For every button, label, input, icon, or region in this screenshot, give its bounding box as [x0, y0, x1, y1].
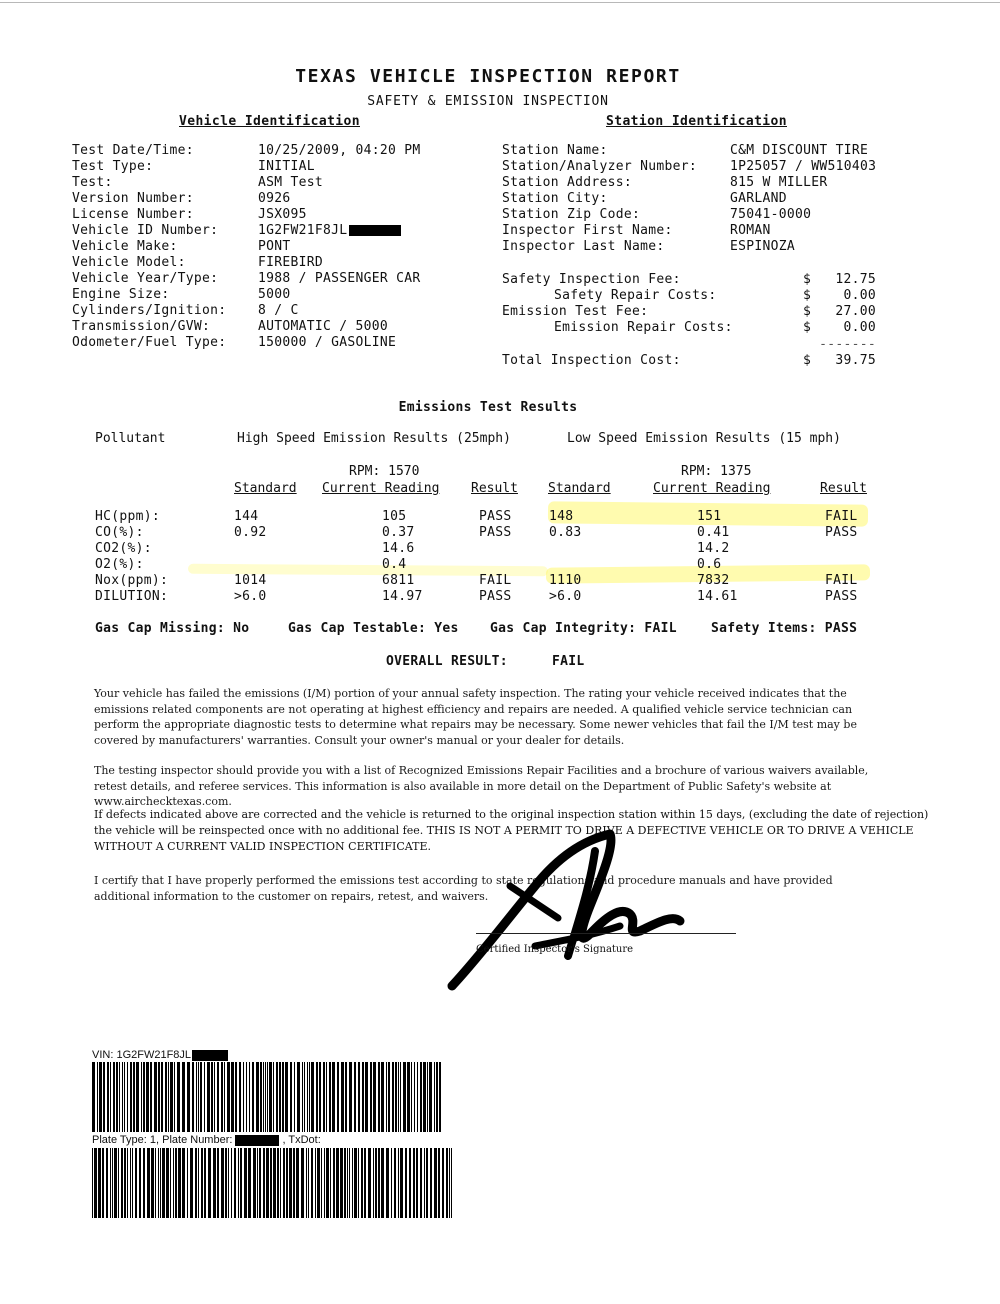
barcode-bar [358, 1148, 359, 1218]
barcode-bar [270, 1148, 272, 1218]
barcode-bar [332, 1062, 335, 1132]
barcode-bar [341, 1062, 344, 1132]
gas-cap-missing: Gas Cap Missing: No [95, 621, 250, 636]
barcode-bar [277, 1148, 279, 1218]
vehicle-row: Test Date/Time: 10/25/2009, 04:20 PM [72, 143, 421, 158]
barcode-bar [187, 1148, 188, 1218]
barcode-bar [388, 1062, 390, 1132]
barcode-bar [224, 1062, 225, 1132]
barcode-bar [308, 1148, 309, 1218]
barcode-bar [127, 1148, 128, 1218]
barcode-bar [427, 1062, 428, 1132]
vehicle-section-heading: Vehicle Identification [179, 114, 360, 129]
barcode-bar [411, 1062, 412, 1132]
barcode-bar [289, 1148, 292, 1218]
barcode-bar [238, 1148, 239, 1218]
barcode-bar [400, 1062, 401, 1132]
barcode-bar [228, 1148, 229, 1218]
barcode-bar [162, 1148, 165, 1218]
vehicle-row: Test: ASM Test [72, 175, 324, 190]
ls-result-header: Result [820, 481, 867, 496]
barcode-bar [279, 1062, 281, 1132]
barcode-bar [239, 1062, 241, 1132]
vehicle-row: Version Number: 0926 [72, 191, 291, 206]
barcode-bar [97, 1062, 98, 1132]
barcode-bar [386, 1062, 387, 1132]
barcode-bar [266, 1148, 269, 1218]
barcode-bar [413, 1148, 415, 1218]
barcode-bar [143, 1148, 145, 1218]
vehicle-row: Cylinders/Ignition: 8 / C [72, 303, 299, 318]
overall-result-label: OVERALL RESULT: [386, 654, 508, 669]
barcode-bar [256, 1062, 259, 1132]
barcode-bar [373, 1148, 374, 1218]
low-speed-rpm: RPM: 1375 [681, 464, 752, 479]
vehicle-row: Transmission/GVW: AUTOMATIC / 5000 [72, 319, 389, 334]
barcode-bar [423, 1062, 426, 1132]
barcode-bar [154, 1062, 157, 1132]
barcode-bar [352, 1148, 353, 1218]
barcode-bar [249, 1062, 250, 1132]
reinspection-line-3: WITHOUT A CURRENT VALID INSPECTION CERTIFICATE. [94, 840, 431, 853]
report-subtitle: SAFETY & EMISSION INSPECTION [367, 94, 609, 109]
barcode-bar [304, 1062, 305, 1132]
barcode-bar [136, 1062, 139, 1132]
barcode-bar [234, 1148, 236, 1218]
barcode-bar [273, 1062, 274, 1132]
barcode-bar [107, 1062, 109, 1132]
vehicle-row: Vehicle Make: PONT [72, 239, 291, 254]
barcode-bar [106, 1148, 108, 1218]
barcode-bar [276, 1062, 278, 1132]
barcode-bar [414, 1062, 415, 1132]
barcode-bar [94, 1148, 97, 1218]
barcode-bar [190, 1148, 193, 1218]
repair-facilities-paragraph: The testing inspector should provide you with a list of Recognized Emissions Repair Facilities and a brochure of various waivers available, retest details, and referee services. This information is also available in more detail on the Department of Public Safety's website at www.airchecktexas.com. [94, 764, 869, 808]
barcode-bar [451, 1148, 452, 1218]
emission-row-dilution: DILUTION: >6.0 14.97 PASS >6.0 14.61 PASS [95, 589, 858, 604]
barcode-bar [316, 1062, 318, 1132]
barcode-bar [273, 1148, 276, 1218]
barcode-bar [378, 1062, 380, 1132]
barcode-bar [407, 1062, 410, 1132]
station-row: Station Zip Code: 75041-0000 [502, 207, 812, 222]
barcode-bar [326, 1062, 327, 1132]
barcode-bar [182, 1148, 185, 1218]
station-row: Inspector First Name: ROMAN [502, 223, 771, 238]
barcode-bar [207, 1062, 210, 1132]
barcode-bar [174, 1062, 175, 1132]
barcode-bar [235, 1062, 237, 1132]
barcode-bar [127, 1062, 128, 1132]
station-row: Station/Analyzer Number: 1P25057 / WW510403 [502, 159, 877, 174]
barcode-bar [354, 1062, 356, 1132]
barcode-bar [403, 1062, 406, 1132]
barcode-bar [426, 1148, 428, 1218]
barcode-bar [319, 1062, 321, 1132]
barcode-bar [168, 1062, 169, 1132]
barcode-bar [139, 1148, 141, 1218]
barcode-bar [381, 1148, 384, 1218]
low-speed-header: Low Speed Emission Results (15 mph) [567, 431, 841, 446]
barcode-bar [333, 1148, 335, 1218]
barcode-bar [121, 1148, 123, 1218]
barcode-bar [248, 1148, 251, 1218]
barcode-bar [424, 1148, 425, 1218]
barcode-bar [365, 1062, 368, 1132]
pollutant-header: Pollutant [95, 431, 166, 446]
barcode-bar [263, 1062, 264, 1132]
inspector-signature-image [440, 826, 690, 996]
barcode-bar [329, 1062, 331, 1132]
barcode-bar [214, 1062, 215, 1132]
barcode-bar [92, 1148, 93, 1218]
barcode-bar [161, 1062, 163, 1132]
barcode-bar [221, 1062, 223, 1132]
barcode-bar [336, 1148, 339, 1218]
ls-standard-header: Standard [548, 481, 611, 496]
barcode-bar [165, 1062, 167, 1132]
barcode-bar [231, 1148, 232, 1218]
barcode-bar [158, 1062, 160, 1132]
barcode-bar [198, 1148, 199, 1218]
barcode-bar [349, 1062, 352, 1132]
barcode-bar [381, 1062, 384, 1132]
top-edge-line [0, 2, 1000, 3]
emissions-title: Emissions Test Results [398, 400, 578, 415]
hs-reading-header: Current Reading [322, 481, 440, 496]
barcode-bar [330, 1148, 331, 1218]
vehicle-row: Odometer/Fuel Type: 150000 / GASOLINE [72, 335, 397, 350]
plate-info-line: Plate Type: 1, Plate Number: , TxDot: [92, 1134, 321, 1146]
barcode-bar [225, 1148, 227, 1218]
barcode-bar [99, 1062, 102, 1132]
barcode-bar [170, 1148, 171, 1218]
barcode-bar [309, 1062, 310, 1132]
barcode-bar [244, 1148, 247, 1218]
barcode-bar [263, 1148, 265, 1218]
barcode-bar [326, 1148, 329, 1218]
vin-barcode [92, 1062, 442, 1132]
barcode-bar [395, 1062, 397, 1132]
barcode-bar [257, 1148, 258, 1218]
barcode-bar [290, 1062, 292, 1132]
barcode-bar [132, 1148, 133, 1218]
barcode-bar [187, 1062, 190, 1132]
barcode-bar [240, 1148, 242, 1218]
barcode-bar [429, 1062, 432, 1132]
barcode-bar [442, 1148, 444, 1218]
barcode-bar [113, 1062, 115, 1132]
barcode-bar [296, 1148, 299, 1218]
barcode-bar [192, 1062, 194, 1132]
hs-standard-header: Standard [234, 481, 297, 496]
barcode-bar [170, 1062, 173, 1132]
barcode-bar [204, 1062, 205, 1132]
barcode-bar [246, 1062, 247, 1132]
barcode-bar [286, 1148, 288, 1218]
barcode-bar [430, 1148, 432, 1218]
vehicle-row: Vehicle Model: FIREBIRD [72, 255, 324, 270]
barcode-bar [337, 1062, 339, 1132]
barcode-bar [198, 1062, 199, 1132]
emission-row-co: CO(%): 0.92 0.37 PASS 0.83 0.41 PASS [95, 525, 858, 540]
barcode-bar [378, 1148, 380, 1218]
barcode-bar [420, 1062, 422, 1132]
report-title: TEXAS VEHICLE INSPECTION REPORT [295, 66, 681, 87]
barcode-bar [420, 1148, 422, 1218]
barcode-bar [391, 1148, 392, 1218]
signature-line [476, 933, 736, 934]
barcode-bar [175, 1148, 177, 1218]
gas-cap-integrity: Gas Cap Integrity: FAIL [490, 621, 677, 636]
barcode-vin-label: VIN: 1G2FW21F8JL [92, 1049, 228, 1061]
barcode-bar [227, 1062, 230, 1132]
barcode-bar [317, 1148, 320, 1218]
failure-notice-paragraph: Your vehicle has failed the emissions (I/M) portion of your annual safety inspection. The rating your vehicle received indicates that the emissions related components are not operating at highest efficiency and repairs are needed. A qualified vehicle service technician can perform the appropriate diagnostic tests to determine what repairs may be necessary. Some newer vehicles that fail the I/M test may be covered by manufacturers' warranties. Consult your owner's manual or your dealer for details. [94, 687, 857, 747]
high-speed-rpm: RPM: 1570 [349, 464, 420, 479]
barcode-bar [116, 1062, 118, 1132]
redacted-vin-suffix [349, 225, 401, 236]
barcode-bar [178, 1148, 181, 1218]
barcode-bar [301, 1148, 304, 1218]
barcode-bar [434, 1062, 435, 1132]
total-cost-row: Total Inspection Cost: $ 39.75 [502, 353, 876, 368]
barcode-bar [158, 1148, 159, 1218]
emission-row-hc: HC(ppm): 144 105 PASS 148 151 FAIL [95, 509, 858, 524]
barcode-bar [400, 1148, 403, 1218]
signature-label: Certified Inspector's Signature [476, 944, 634, 955]
barcode-bar [133, 1062, 135, 1132]
barcode-bar [340, 1148, 343, 1218]
emission-row-nox: Nox(ppm): 1014 6811 FAIL 1110 7832 FAIL [95, 573, 858, 588]
emission-row-o2: O2(%): 0.4 0.6 [95, 557, 722, 572]
barcode-bar [306, 1148, 307, 1218]
barcode-bar [114, 1148, 117, 1218]
barcode-bar [449, 1148, 450, 1218]
vehicle-row: License Number: JSX095 [72, 207, 307, 222]
barcode-bar [98, 1148, 101, 1218]
barcode-bar [285, 1062, 288, 1132]
fee-separator: ------- [819, 337, 876, 352]
barcode-bar [196, 1062, 197, 1132]
barcode-bar [364, 1148, 366, 1218]
barcode-bar [243, 1062, 244, 1132]
barcode-bar [160, 1148, 161, 1218]
barcode-bar [315, 1148, 316, 1218]
barcode-bar [405, 1148, 407, 1218]
barcode-bar [92, 1062, 95, 1132]
overall-result-value: FAIL [552, 654, 585, 669]
emission-row-co2: CO2(%): 14.6 14.2 [95, 541, 730, 556]
barcode-bar [221, 1148, 224, 1218]
reinspection-line-1: If defects indicated above are corrected and the vehicle is returned to the original inspection station within 15 days, (excluding the date of rejection) [94, 808, 929, 821]
reinspection-line-2: the vehicle will be reinspected once with no additional fee. THIS IS NOT A PERMIT TO DRIVE A DEFECTIVE VEHICLE OR TO DRIVE A VEHICLE [94, 824, 914, 837]
barcode-bar [398, 1148, 399, 1218]
barcode-bar [173, 1148, 174, 1218]
vehicle-row: Vehicle Year/Type: 1988 / PASSENGER CAR [72, 271, 421, 286]
barcode-bar [122, 1062, 123, 1132]
barcode-bar [253, 1148, 256, 1218]
barcode-bar [269, 1062, 272, 1132]
barcode-bar [283, 1148, 285, 1218]
barcode-bar [417, 1062, 418, 1132]
barcode-bar [394, 1148, 396, 1218]
barcode-bar [373, 1062, 376, 1132]
barcode-bar [204, 1148, 206, 1218]
barcode-bar [409, 1148, 411, 1218]
barcode-bar [102, 1148, 104, 1218]
barcode-bar [347, 1148, 348, 1218]
barcode-bar [135, 1148, 137, 1218]
barcode-bar [208, 1148, 211, 1218]
redacted-plate-number [235, 1135, 279, 1146]
barcode-bar [103, 1062, 105, 1132]
fee-row: Safety Repair Costs: $ 0.00 [554, 288, 876, 303]
barcode-bar [217, 1148, 219, 1218]
barcode-bar [302, 1062, 303, 1132]
barcode-bar [267, 1062, 268, 1132]
barcode-bar [150, 1062, 152, 1132]
barcode-bar [398, 1062, 399, 1132]
barcode-bar [259, 1148, 261, 1218]
barcode-bar [323, 1062, 325, 1132]
barcode-bar [151, 1148, 154, 1218]
barcode-bar [252, 1062, 254, 1132]
barcode-bar [118, 1148, 119, 1218]
barcode-bar [155, 1148, 156, 1218]
barcode-bar [349, 1148, 350, 1218]
plate-barcode [92, 1148, 454, 1218]
barcode-bar [130, 1148, 131, 1218]
station-section-heading: Station Identification [606, 114, 787, 129]
barcode-bar [119, 1062, 120, 1132]
barcode-bar [362, 1062, 364, 1132]
barcode-bar [201, 1148, 203, 1218]
hs-result-header: Result [471, 481, 518, 496]
barcode-bar [354, 1148, 357, 1218]
barcode-bar [110, 1148, 111, 1218]
barcode-bar [143, 1062, 145, 1132]
station-row: Inspector Last Name: ESPINOZA [502, 239, 796, 254]
gas-cap-testable: Gas Cap Testable: Yes [288, 621, 459, 636]
barcode-bar [358, 1062, 360, 1132]
barcode-bar [386, 1148, 389, 1218]
barcode-bar [434, 1148, 437, 1218]
barcode-bar [392, 1062, 394, 1132]
barcode-bar [345, 1062, 347, 1132]
station-row: Station Address: 815 W MILLER [502, 175, 828, 190]
barcode-bar [166, 1148, 169, 1218]
barcode-bar [213, 1148, 216, 1218]
barcode-bar [141, 1062, 142, 1132]
barcode-bar [293, 1148, 295, 1218]
barcode-bar [195, 1148, 197, 1218]
fee-row: Emission Test Fee: $ 27.00 [502, 304, 876, 319]
barcode-bar [112, 1148, 113, 1218]
barcode-bar [439, 1062, 441, 1132]
certification-paragraph: I certify that I have properly performed the emissions test according to state regulations and procedure manuals and have provided additional information to the customer on repairs, retest, and waivers. [94, 874, 833, 903]
safety-items: Safety Items: PASS [711, 621, 858, 636]
barcode-bar [311, 1148, 313, 1218]
barcode-bar [311, 1062, 314, 1132]
barcode-bar [200, 1062, 202, 1132]
barcode-bar [436, 1062, 438, 1132]
barcode-bar [146, 1062, 149, 1132]
ls-reading-header: Current Reading [653, 481, 771, 496]
barcode-bar [177, 1062, 180, 1132]
fee-row: Safety Inspection Fee: $ 12.75 [502, 272, 876, 287]
barcode-bar [344, 1148, 346, 1218]
barcode-bar [446, 1148, 448, 1218]
barcode-bar [368, 1148, 371, 1218]
barcode-bar [130, 1062, 132, 1132]
barcode-bar [321, 1148, 322, 1218]
barcode-bar [361, 1148, 363, 1218]
barcode-bar [110, 1062, 111, 1132]
fee-row: Emission Repair Costs: $ 0.00 [554, 320, 876, 335]
barcode-bar [231, 1062, 234, 1132]
barcode-bar [124, 1062, 125, 1132]
barcode-bar [370, 1062, 372, 1132]
barcode-bar [438, 1148, 440, 1218]
barcode-bar [297, 1062, 300, 1132]
barcode-bar [416, 1148, 418, 1218]
barcode-bar [182, 1062, 185, 1132]
vehicle-row: Test Type: INITIAL [72, 159, 315, 174]
barcode-bar [260, 1062, 262, 1132]
barcode-bar [211, 1062, 213, 1132]
vehicle-row: Vehicle ID Number: 1G2FW21F8JL [72, 223, 472, 239]
high-speed-header: High Speed Emission Results (25mph) [237, 431, 511, 446]
station-row: Station City: GARLAND [502, 191, 787, 206]
barcode-bar [294, 1062, 295, 1132]
barcode-bar [280, 1148, 281, 1218]
vehicle-row: Engine Size: 5000 [72, 287, 291, 302]
barcode-bar [124, 1148, 126, 1218]
barcode-bar [375, 1148, 377, 1218]
barcode-bar [147, 1148, 150, 1218]
barcode-bar [217, 1062, 219, 1132]
barcode-bar [265, 1062, 266, 1132]
barcode-bar [324, 1148, 325, 1218]
barcode-bar [282, 1062, 284, 1132]
station-row: Station Name: C&M DISCOUNT TIRE [502, 143, 869, 158]
redacted-vin-suffix [192, 1050, 228, 1061]
barcode-bar [307, 1062, 308, 1132]
